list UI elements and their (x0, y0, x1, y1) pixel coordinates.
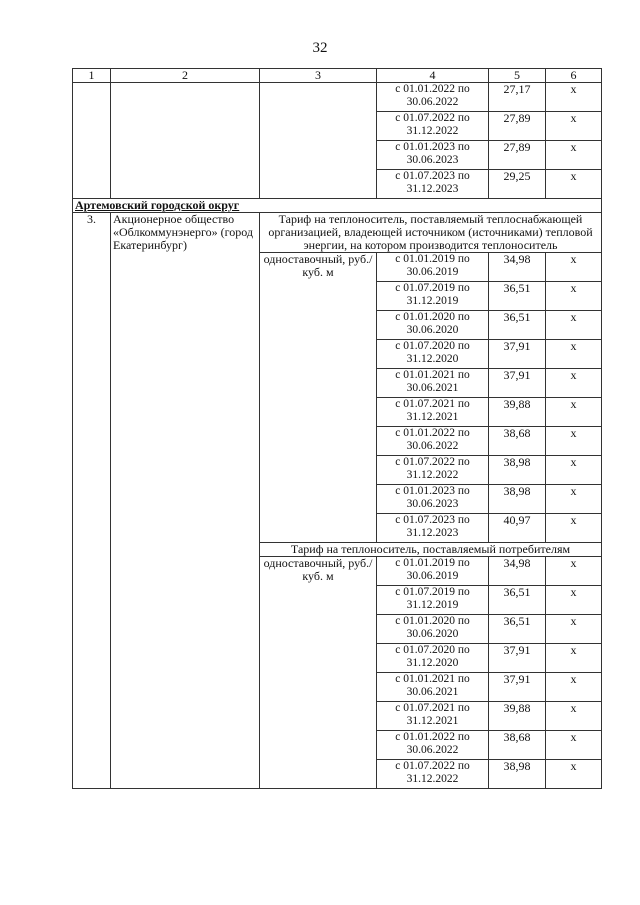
col6-cell: x (546, 731, 602, 760)
value-cell: 38,98 (489, 456, 546, 485)
period-cell: с 01.01.2021 по 30.06.2021 (377, 369, 489, 398)
entry-number: 3. (73, 213, 111, 789)
period-cell: с 01.01.2019 по 30.06.2019 (377, 557, 489, 586)
value-cell: 36,51 (489, 615, 546, 644)
value-cell: 29,25 (489, 170, 546, 199)
organization-name: Акционерное общество «Облкоммунэнерго» (город Екатеринбург) (111, 213, 260, 789)
col6-cell: x (546, 282, 602, 311)
unit-cell: одноставочный, руб./куб. м (260, 253, 377, 543)
period-cell: с 01.07.2022 по 31.12.2022 (377, 456, 489, 485)
col6-cell: x (546, 702, 602, 731)
period-cell: с 01.01.2021 по 30.06.2021 (377, 673, 489, 702)
value-cell: 37,91 (489, 340, 546, 369)
value-cell: 34,98 (489, 253, 546, 282)
col6-cell: x (546, 141, 602, 170)
district-name: Артемовский городской округ (73, 199, 602, 213)
column-header: 2 (111, 69, 260, 83)
value-cell: 37,91 (489, 673, 546, 702)
col6-cell: x (546, 586, 602, 615)
col6-cell: x (546, 514, 602, 543)
header-row (73, 69, 602, 83)
district-row (73, 199, 602, 213)
period-cell: с 01.01.2023 по 30.06.2023 (377, 141, 489, 170)
value-cell: 34,98 (489, 557, 546, 586)
column-header: 4 (377, 69, 489, 83)
value-cell: 36,51 (489, 311, 546, 340)
period-cell: с 01.07.2023 по 31.12.2023 (377, 514, 489, 543)
col6-cell: x (546, 456, 602, 485)
col6-cell: x (546, 673, 602, 702)
period-cell: с 01.07.2023 по 31.12.2023 (377, 170, 489, 199)
period-cell: с 01.01.2022 по 30.06.2022 (377, 83, 489, 112)
value-cell: 38,68 (489, 731, 546, 760)
value-cell: 39,88 (489, 398, 546, 427)
period-cell: с 01.07.2022 по 31.12.2022 (377, 760, 489, 789)
column-header: 6 (546, 69, 602, 83)
unit-cell: одноставочный, руб./куб. м (260, 557, 377, 789)
page-number: 32 (312, 40, 328, 56)
value-cell: 38,98 (489, 760, 546, 789)
value-cell: 37,91 (489, 369, 546, 398)
col6-cell: x (546, 369, 602, 398)
period-cell: с 01.01.2020 по 30.06.2020 (377, 311, 489, 340)
cont-col2 (111, 83, 260, 199)
col6-cell: x (546, 170, 602, 199)
col6-cell: x (546, 644, 602, 673)
value-cell: 36,51 (489, 586, 546, 615)
col6-cell: x (546, 253, 602, 282)
col6-cell: x (546, 760, 602, 789)
column-header: 5 (489, 69, 546, 83)
value-cell: 27,89 (489, 112, 546, 141)
section-title-row (73, 213, 602, 253)
value-cell: 38,68 (489, 427, 546, 456)
column-header: 1 (73, 69, 111, 83)
table-row (73, 83, 602, 112)
column-header: 3 (260, 69, 377, 83)
cont-col3 (260, 83, 377, 199)
cont-col1 (73, 83, 111, 199)
period-cell: с 01.07.2020 по 31.12.2020 (377, 340, 489, 369)
period-cell: с 01.01.2023 по 30.06.2023 (377, 485, 489, 514)
period-cell: с 01.01.2022 по 30.06.2022 (377, 731, 489, 760)
value-cell: 27,17 (489, 83, 546, 112)
period-cell: с 01.01.2022 по 30.06.2022 (377, 427, 489, 456)
col6-cell: x (546, 83, 602, 112)
period-cell: с 01.07.2020 по 31.12.2020 (377, 644, 489, 673)
col6-cell: x (546, 340, 602, 369)
col6-cell: x (546, 615, 602, 644)
period-cell: с 01.07.2022 по 31.12.2022 (377, 112, 489, 141)
col6-cell: x (546, 311, 602, 340)
period-cell: с 01.07.2021 по 31.12.2021 (377, 702, 489, 731)
col6-cell: x (546, 112, 602, 141)
section-title: Тариф на теплоноситель, поставляемый потребителям (260, 543, 602, 557)
col6-cell: x (546, 427, 602, 456)
value-cell: 39,88 (489, 702, 546, 731)
period-cell: с 01.07.2019 по 31.12.2019 (377, 586, 489, 615)
col6-cell: x (546, 557, 602, 586)
section-title: Тариф на теплоноситель, поставляемый теплоснабжающей организацией, владеющей источником (источниками) тепловой энергии, на котором производится теплоноситель (260, 213, 602, 253)
value-cell: 40,97 (489, 514, 546, 543)
value-cell: 37,91 (489, 644, 546, 673)
period-cell: с 01.07.2019 по 31.12.2019 (377, 282, 489, 311)
period-cell: с 01.01.2019 по 30.06.2019 (377, 253, 489, 282)
col6-cell: x (546, 398, 602, 427)
tariff-table (72, 68, 602, 789)
period-cell: с 01.07.2021 по 31.12.2021 (377, 398, 489, 427)
value-cell: 36,51 (489, 282, 546, 311)
col6-cell: x (546, 485, 602, 514)
period-cell: с 01.01.2020 по 30.06.2020 (377, 615, 489, 644)
value-cell: 38,98 (489, 485, 546, 514)
value-cell: 27,89 (489, 141, 546, 170)
